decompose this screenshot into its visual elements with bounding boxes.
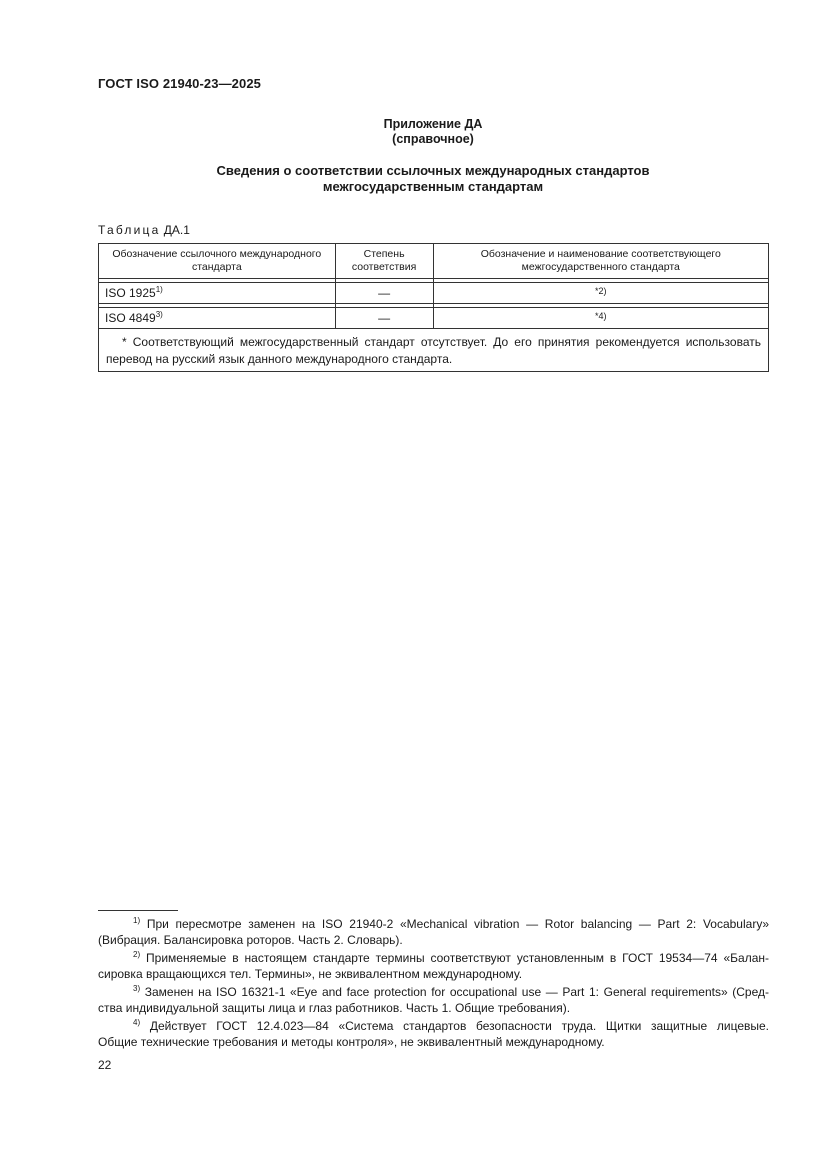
asterisk-mark: *	[595, 286, 599, 296]
footnote-text-rest: ства индивидуальной защиты лица и глаз работников. Часть 1. Общие требования).	[98, 1001, 571, 1015]
footnote-1	[98, 916, 769, 948]
section-heading	[98, 163, 768, 195]
table-row	[99, 308, 769, 329]
column-header-international-standard: Обозначение ссылочного международного стандарта	[99, 244, 336, 279]
footnote-text-rest: Общие технические требования и методы контроля», не эквивалентный международному.	[98, 1035, 605, 1049]
footnote-ref: 3)	[155, 310, 163, 319]
document-code: ГОСТ ISO 21940-23—2025	[98, 76, 261, 91]
table-note-row	[99, 329, 769, 372]
interstate-standard-cell	[433, 283, 768, 304]
table-header-row	[99, 244, 769, 279]
degree-cell: —	[335, 283, 433, 304]
footnote-ref: 4)	[598, 311, 607, 321]
footnote-mark: 1)	[133, 916, 141, 925]
column-header-degree: Степень соответствия	[335, 244, 433, 279]
standard-designation: ISO 1925	[105, 286, 156, 300]
footnote-mark: 3)	[133, 984, 141, 993]
footnote-text-first: При пересмотре заменен на ISO 21940-2 «Mechanical vibration — Rotor balancing — Part 2: Vocabulary»	[146, 917, 769, 931]
standard-designation: ISO 4849	[105, 311, 156, 325]
standard-cell	[99, 283, 336, 304]
footnote-4	[98, 1018, 769, 1050]
column-header-interstate-standard: Обозначение и наименование соответствующего межгосударственного стандарта	[433, 244, 768, 279]
heading-line-1: Сведения о соответствии ссылочных международных стандартов	[216, 163, 650, 178]
footnote-text-first: Применяемые в настоящем стандарте термины соответствуют установленным в ГОСТ 19534—74 «Балан-	[146, 951, 769, 965]
annex-title-block	[98, 117, 768, 147]
footnote-text-first: Действует ГОСТ 12.4.023—84 «Система стандартов безопасности труда. Щитки защитные лицевые.	[149, 1019, 769, 1033]
page-number: 22	[98, 1058, 112, 1072]
table-label-number: ДА.1	[163, 223, 190, 237]
footnote-mark: 2)	[133, 950, 141, 959]
footnote-2	[98, 950, 769, 982]
footnote-text-first: Заменен на ISO 16321-1 «Eye and face protection for occupational use — Part 1: General requirements» (Сред-	[144, 985, 769, 999]
footnote-mark: 4)	[133, 1018, 141, 1027]
footnote-ref: 1)	[155, 285, 163, 294]
table-row	[99, 283, 769, 304]
footnote-divider	[98, 910, 178, 911]
footnote-text-rest: сировка вращающихся тел. Термины», не эквивалентном международному.	[98, 967, 523, 981]
table-label	[98, 223, 190, 237]
interstate-standard-cell	[433, 308, 768, 329]
standard-cell	[99, 308, 336, 329]
heading-line-2: межгосударственным стандартам	[322, 179, 544, 194]
footnote-ref: 2)	[598, 286, 607, 296]
asterisk-mark: *	[595, 311, 599, 321]
footnotes	[98, 916, 769, 1052]
table-note: * Соответствующий межгосударственный стандарт отсутствует. До его принятия рекомендуется использовать перевод на русский язык данного международного стандарта.	[99, 329, 769, 372]
table-label-prefix: Таблица	[98, 223, 161, 237]
footnote-text-rest: (Вибрация. Балансировка роторов. Часть 2. Словарь).	[98, 933, 403, 947]
annex-title: Приложение ДА	[383, 117, 483, 131]
degree-cell: —	[335, 308, 433, 329]
correspondence-table	[98, 243, 769, 372]
footnote-3	[98, 984, 769, 1016]
annex-subtitle: (справочное)	[392, 132, 474, 146]
